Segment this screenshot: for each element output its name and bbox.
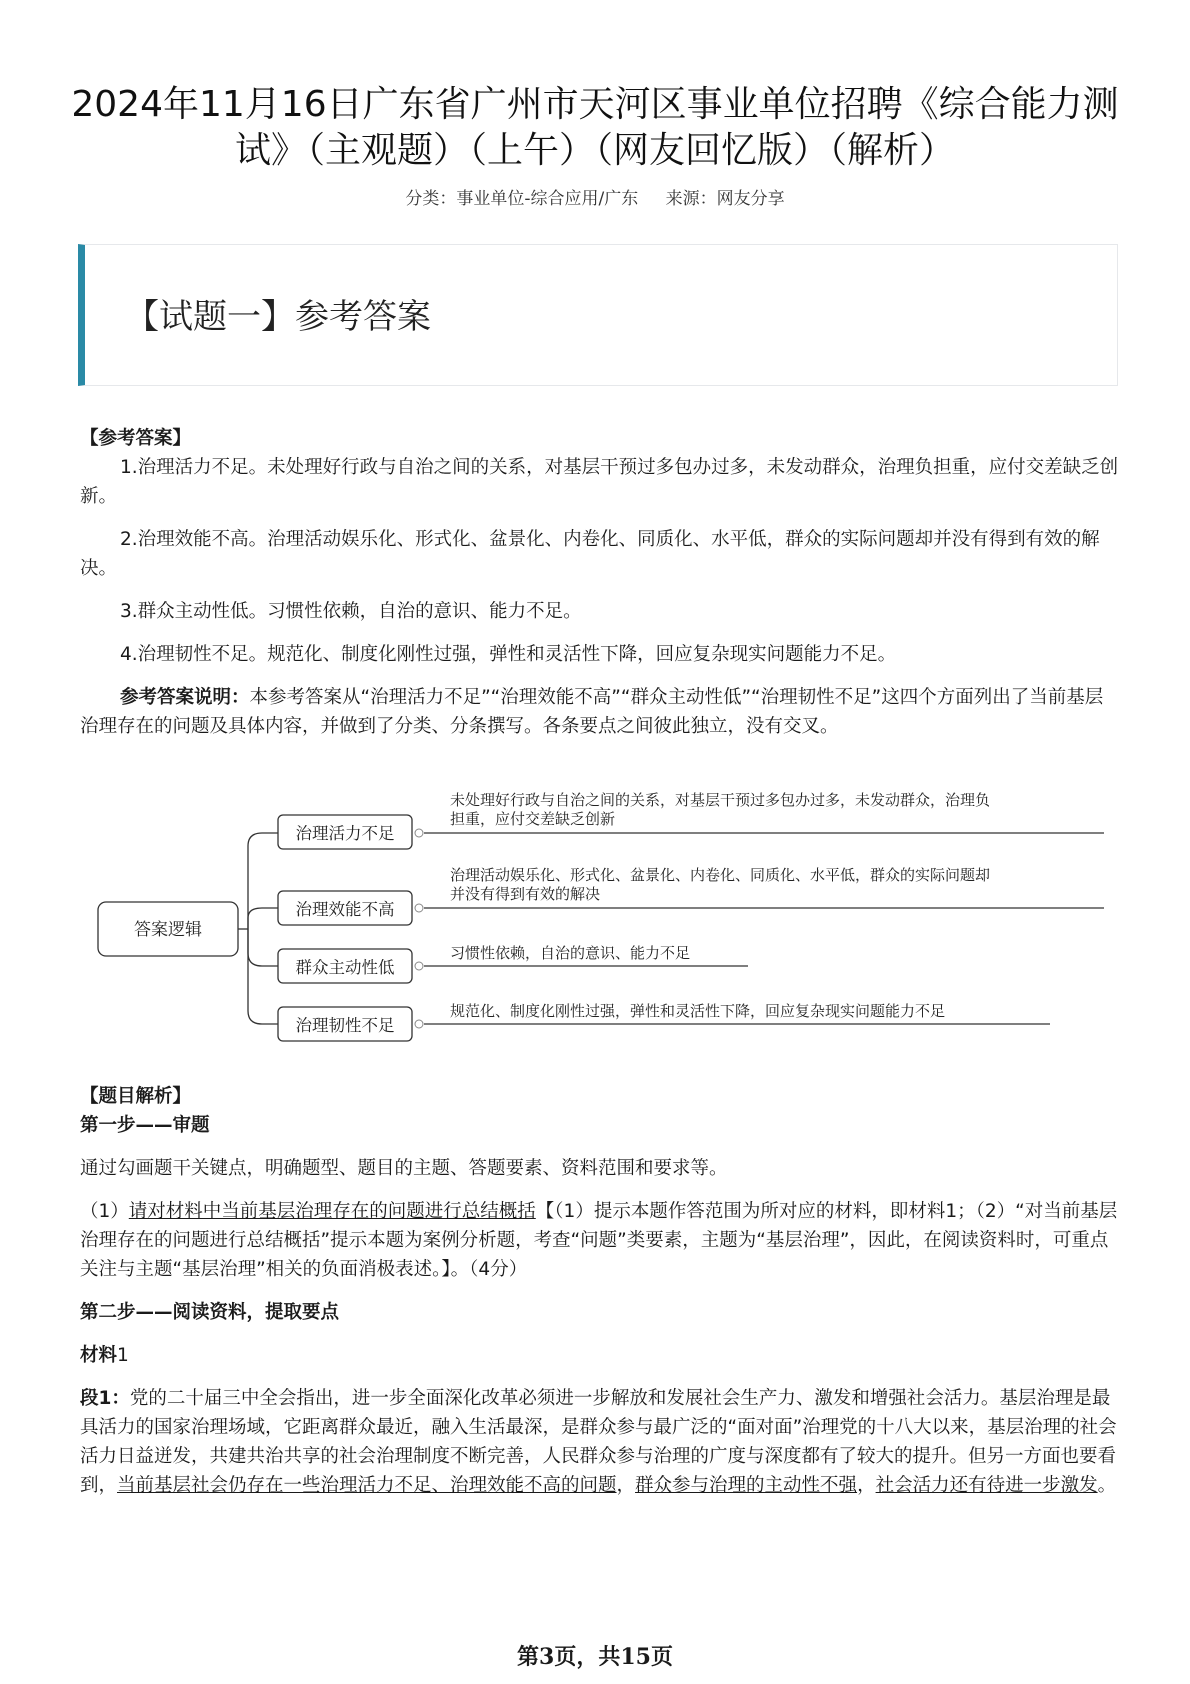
mindmap-node-dot-4 — [415, 1020, 423, 1028]
step1-heading: 第一步——审题 — [80, 1115, 210, 1136]
step2-heading: 第二步——阅读资料，提取要点 — [80, 1302, 340, 1323]
answer-note-label: 参考答案说明： — [120, 687, 250, 708]
material-label: 材料 — [80, 1345, 118, 1366]
answer-logic-mindmap — [0, 770, 1190, 1060]
mindmap-node-dot-2 — [415, 904, 423, 912]
material-number: 1 — [117, 1345, 129, 1366]
mindmap-detail-4a: 规范化、制度化刚性过强，弹性和灵活性下降，回应复杂现实问题能力不足 — [450, 1002, 946, 1020]
step1-intro: 通过勾画题干关键点，明确题型、题目的主题、答题要素、资料范围和要求等。 — [80, 1158, 728, 1179]
analysis-label: 【题目解析】 — [80, 1086, 192, 1107]
question-breakdown — [80, 1197, 1120, 1284]
mindmap-branch-label-4: 治理韧性不足 — [295, 1016, 395, 1035]
paragraph-key-point-2: 群众参与治理的主动性不强 — [635, 1475, 858, 1496]
answer-block — [80, 424, 1120, 741]
paragraph-label: 段1： — [80, 1388, 130, 1409]
paragraph-separator-2: ， — [857, 1475, 876, 1496]
page-number: 第3页，共15页 — [517, 1644, 673, 1670]
paragraph-key-point-1: 当前基层社会仍存在一些治理活力不足、治理效能不高的问题 — [117, 1475, 617, 1496]
answer-note-text: 本参考答案从“治理活力不足”“治理效能不高”“群众主动性低”“治理韧性不足”这四个方面列出了当前基层治理存在的问题及具体内容，并做到了分类、分条撰写。各条要点之间彼此独立，没有交叉。 — [80, 687, 1104, 737]
answer-label: 【参考答案】 — [80, 428, 192, 449]
paragraph-end: 。 — [1097, 1475, 1117, 1496]
material-heading — [80, 1341, 1120, 1370]
mindmap-branch-label-3: 群众主动性低 — [295, 958, 395, 977]
answer-note — [80, 683, 1120, 741]
mindmap-node-dot-3 — [415, 962, 423, 970]
mindmap-connector-1 — [248, 833, 278, 929]
question-prefix: （1） — [80, 1201, 129, 1222]
answer-item-1: 1.治理活力不足。未处理好行政与自治之间的关系，对基层干预过多包办过多，未发动群众，治理负担重，应付交差缺乏创新。 — [80, 457, 1119, 507]
category-label: 分类：事业单位-综合应用/广东 — [405, 189, 639, 209]
source-label: 来源：网友分享 — [665, 189, 785, 209]
mindmap-detail-1b: 担重，应付交差缺乏创新 — [450, 810, 616, 828]
analysis-block — [80, 1082, 1120, 1500]
mindmap-branch-label-1: 治理活力不足 — [295, 824, 395, 843]
mindmap-detail-2b: 并没有得到有效的解决 — [450, 885, 601, 903]
mindmap-detail-3a: 习惯性依赖，自治的意识、能力不足 — [450, 944, 691, 962]
answer-item-4: 4.治理韧性不足。规范化、制度化刚性过强，弹性和灵活性下降，回应复杂现实问题能力不足。 — [120, 644, 897, 665]
answer-item-3: 3.群众主动性低。习惯性依赖，自治的意识、能力不足。 — [120, 601, 582, 622]
paragraph-separator-1: ， — [616, 1475, 636, 1496]
paragraph-key-point-3: 社会活力还有待进一步激发 — [875, 1475, 1098, 1496]
mindmap-detail-1a: 未处理好行政与自治之间的关系，对基层干预过多包办过多，未发动群众，治理负 — [450, 791, 991, 809]
answer-item-2: 2.治理效能不高。治理活动娱乐化、形式化、盆景化、内卷化、同质化、水平低，群众的实际问题却并没有得到有效的解决。 — [80, 529, 1100, 579]
question-keyline: 请对材料中当前基层治理存在的问题进行总结概括 — [128, 1201, 536, 1222]
document-title: 2024年11月16日广东省广州市天河区事业单位招聘《综合能力测试》（主观题）（上午）（网友回忆版）（解析） — [71, 84, 1119, 171]
document-meta — [0, 184, 1190, 209]
section-heading: 【试题一】参考答案 — [125, 297, 431, 337]
section-heading-box — [78, 244, 1118, 386]
mindmap-root-label: 答案逻辑 — [134, 920, 202, 940]
mindmap-detail-2a: 治理活动娱乐化、形式化、盆景化、内卷化、同质化、水平低，群众的实际问题却 — [450, 866, 991, 884]
mindmap-connector-2 — [248, 908, 278, 929]
mindmap-branch-label-2: 治理效能不高 — [295, 900, 395, 919]
mindmap-connector-3 — [248, 929, 278, 966]
material-paragraph-1 — [80, 1384, 1120, 1500]
mindmap-node-dot-1 — [415, 829, 423, 837]
mindmap-connector-4 — [248, 929, 278, 1024]
question-notes: 【（1）提示本题作答范围为所对应的材料，即材料1；（2）“对当前基层治理存在的问题进行总结概括”提示本题为案例分析题，考查“问题”类要素，主题为“基层治理”，因此，在阅读资料时，可重点关注与主题“基层治理”相关的负面消极表述。】。（4分） — [80, 1201, 1118, 1280]
paragraph-text: 党的二十届三中全会指出，进一步全面深化改革必须进一步解放和发展社会生产力、激发和增强社会活力。基层治理是最具活力的国家治理场域，它距离群众最近，融入生活最深，是群众参与最广泛的“面对面”治理党的十八大以来，基层治理的社会活力日益迸发，共建共治共享的社会治理制度不断完善，人民群众参与治理的广度与深度都有了较大的提升。但另一方面也要看到， — [80, 1388, 1117, 1496]
